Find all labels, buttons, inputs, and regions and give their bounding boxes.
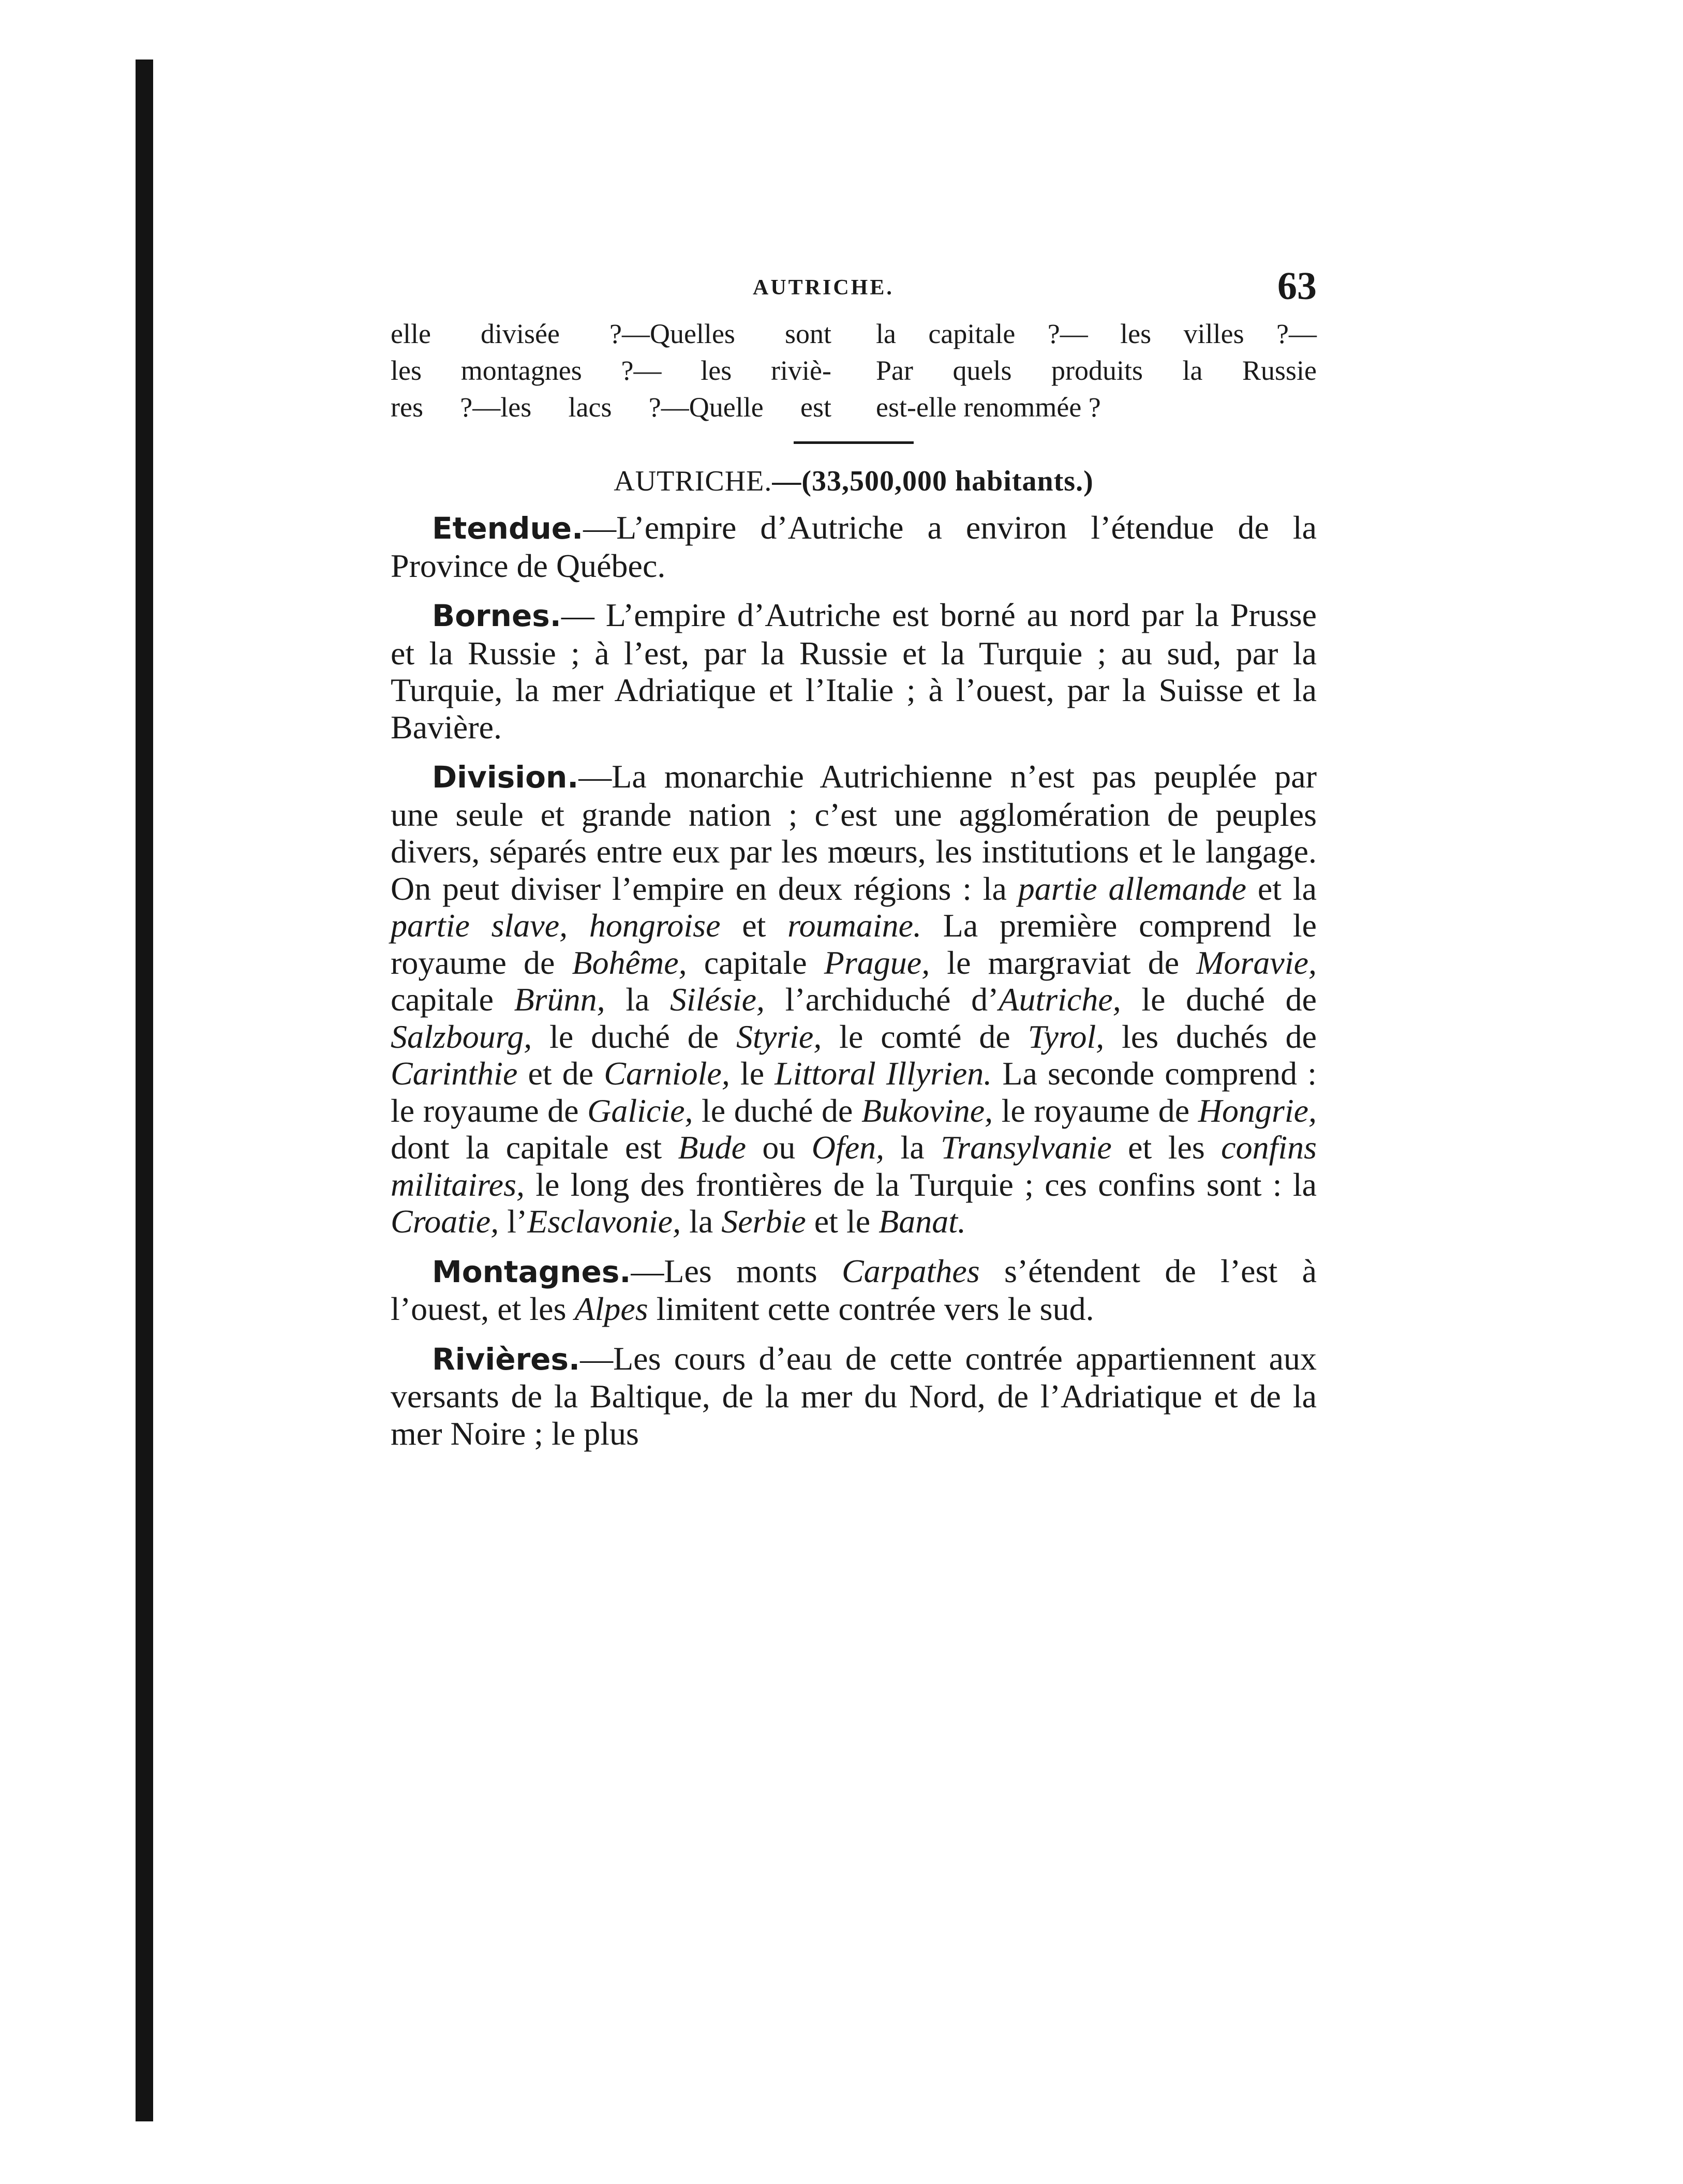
text-run: La première comprend le royaume de <box>391 907 1317 981</box>
book-page <box>391 264 1317 1452</box>
paragraph-label: Montagnes. <box>432 1254 631 1289</box>
paragraph-text: —Les cours d’eau de cette contrée appartiennent aux versants de la Baltique, de la mer du Nord, de l’Adriatique et de la mer Noire ; le plus <box>391 1340 1317 1452</box>
text-run: le margraviat de <box>930 944 1197 981</box>
italic-term: Bohême, <box>572 944 687 981</box>
italic-term: confins militaires, <box>391 1129 1317 1203</box>
review-questions <box>391 316 1317 426</box>
paragraph-bornes <box>391 597 1317 746</box>
italic-term: Prague, <box>824 944 930 981</box>
paragraph-text: —L’empire d’Autriche a environ l’étendue de la Province de Québec. <box>391 509 1317 584</box>
section-title: AUTRICHE. <box>614 465 772 497</box>
italic-term: partie slave, hongroise <box>391 907 721 944</box>
text-run: —Les monts <box>631 1252 842 1289</box>
italic-term: Croatie, <box>391 1203 499 1240</box>
questions-right-column <box>876 316 1317 426</box>
paragraph-division <box>391 758 1317 1240</box>
text-run: le duché de <box>1121 981 1317 1018</box>
question-line: elle divisée ?—Quelles sont <box>391 318 831 349</box>
italic-term: Silésie, <box>669 981 765 1018</box>
text-run: La seconde comprend : le royaume de <box>391 1055 1317 1129</box>
italic-term: Serbie <box>721 1203 806 1240</box>
italic-term: Ofen, <box>811 1129 885 1166</box>
italic-term: Brünn, <box>514 981 605 1018</box>
text-run: dont la capitale est <box>391 1129 678 1166</box>
text-run: capitale <box>391 981 514 1018</box>
italic-term: Carpathes <box>841 1252 980 1289</box>
section-heading <box>391 465 1317 498</box>
question-line: Par quels produits la Russie <box>876 355 1317 386</box>
text-run: le duché de <box>693 1092 861 1129</box>
running-title: AUTRICHE. <box>753 276 894 300</box>
text-run: s’étendent de l’est à l’ouest, et les <box>391 1252 1317 1327</box>
paragraph-rivieres <box>391 1340 1317 1452</box>
text-run: le comté de <box>822 1018 1028 1055</box>
text-run: la <box>681 1203 722 1240</box>
italic-term: Transylvanie <box>941 1129 1112 1166</box>
italic-term: Esclavonie, <box>527 1203 681 1240</box>
paragraph-label: Division. <box>432 760 579 795</box>
paragraph-etendue <box>391 509 1317 584</box>
italic-term: partie allemande <box>1018 870 1247 907</box>
italic-term: Alpes <box>574 1290 648 1327</box>
section-population: —(33,500,000 habitants.) <box>772 465 1094 497</box>
italic-term: Tyrol, <box>1027 1018 1105 1055</box>
questions-left-column <box>391 316 831 426</box>
text-run: et la <box>1246 870 1317 907</box>
italic-term: roumaine. <box>787 907 922 944</box>
paragraph-montagnes <box>391 1253 1317 1328</box>
italic-term: Littoral Illyrien. <box>775 1055 992 1092</box>
running-head <box>391 264 1317 313</box>
italic-term: Carinthie <box>391 1055 518 1092</box>
italic-term: Bude <box>678 1129 747 1166</box>
text-run: et de <box>517 1055 604 1092</box>
section-divider <box>794 441 914 444</box>
page-number: 63 <box>1277 264 1317 308</box>
italic-term: Carniole, <box>604 1055 730 1092</box>
paragraph-label: Rivières. <box>432 1341 580 1377</box>
text-run: la <box>884 1129 941 1166</box>
italic-term: Hongrie, <box>1198 1092 1317 1129</box>
question-line: les montagnes ?— les riviè- <box>391 355 831 386</box>
italic-term: Salzbourg, <box>391 1018 532 1055</box>
italic-term: Banat. <box>878 1203 966 1240</box>
text-run: capitale <box>687 944 824 981</box>
text-run: l’ <box>499 1203 528 1240</box>
italic-term: Moravie, <box>1196 944 1317 981</box>
paragraph-label: Bornes. <box>432 598 561 633</box>
italic-term: Bukovine, <box>861 1092 993 1129</box>
text-run: le <box>729 1055 775 1092</box>
paragraph-label: Etendue. <box>432 511 584 546</box>
text-run: —La monarchie Autrichienne n’est pas peuplée par une seule et grande nation ; c’est une agglomération de peuples divers, séparés entre eux par les mœurs, les institutions et le langage. On peut diviser l’empire en deux régions : la <box>391 758 1317 907</box>
question-line: res ?—les lacs ?—Quelle est <box>391 392 831 423</box>
text-run: et le <box>806 1203 879 1240</box>
text-run: la <box>605 981 670 1018</box>
text-run: et <box>720 907 788 944</box>
text-run: le long des frontières de la Turquie ; ces confins sont : la <box>524 1166 1317 1203</box>
text-run: limitent cette contrée vers le sud. <box>648 1290 1094 1327</box>
binding-edge <box>136 60 153 2121</box>
question-line: est-elle renommée ? <box>876 392 1101 423</box>
question-line: la capitale ?— les villes ?— <box>876 318 1317 349</box>
text-run: le duché de <box>532 1018 737 1055</box>
italic-term: Autriche, <box>999 981 1121 1018</box>
text-run: les duchés de <box>1104 1018 1317 1055</box>
text-run: le royaume de <box>993 1092 1198 1129</box>
text-run: l’archiduché d’ <box>765 981 999 1018</box>
italic-term: Styrie, <box>736 1018 822 1055</box>
paragraph-text: — L’empire d’Autriche est borné au nord par la Prusse et la Russie ; à l’est, par la Russie et la Turquie ; au sud, par la Turquie, la mer Adriatique et l’Italie ; à l’ouest, par la Suisse et la Bavière. <box>391 597 1317 746</box>
text-run: ou <box>746 1129 812 1166</box>
text-run: et les <box>1111 1129 1222 1166</box>
italic-term: Galicie, <box>587 1092 693 1129</box>
